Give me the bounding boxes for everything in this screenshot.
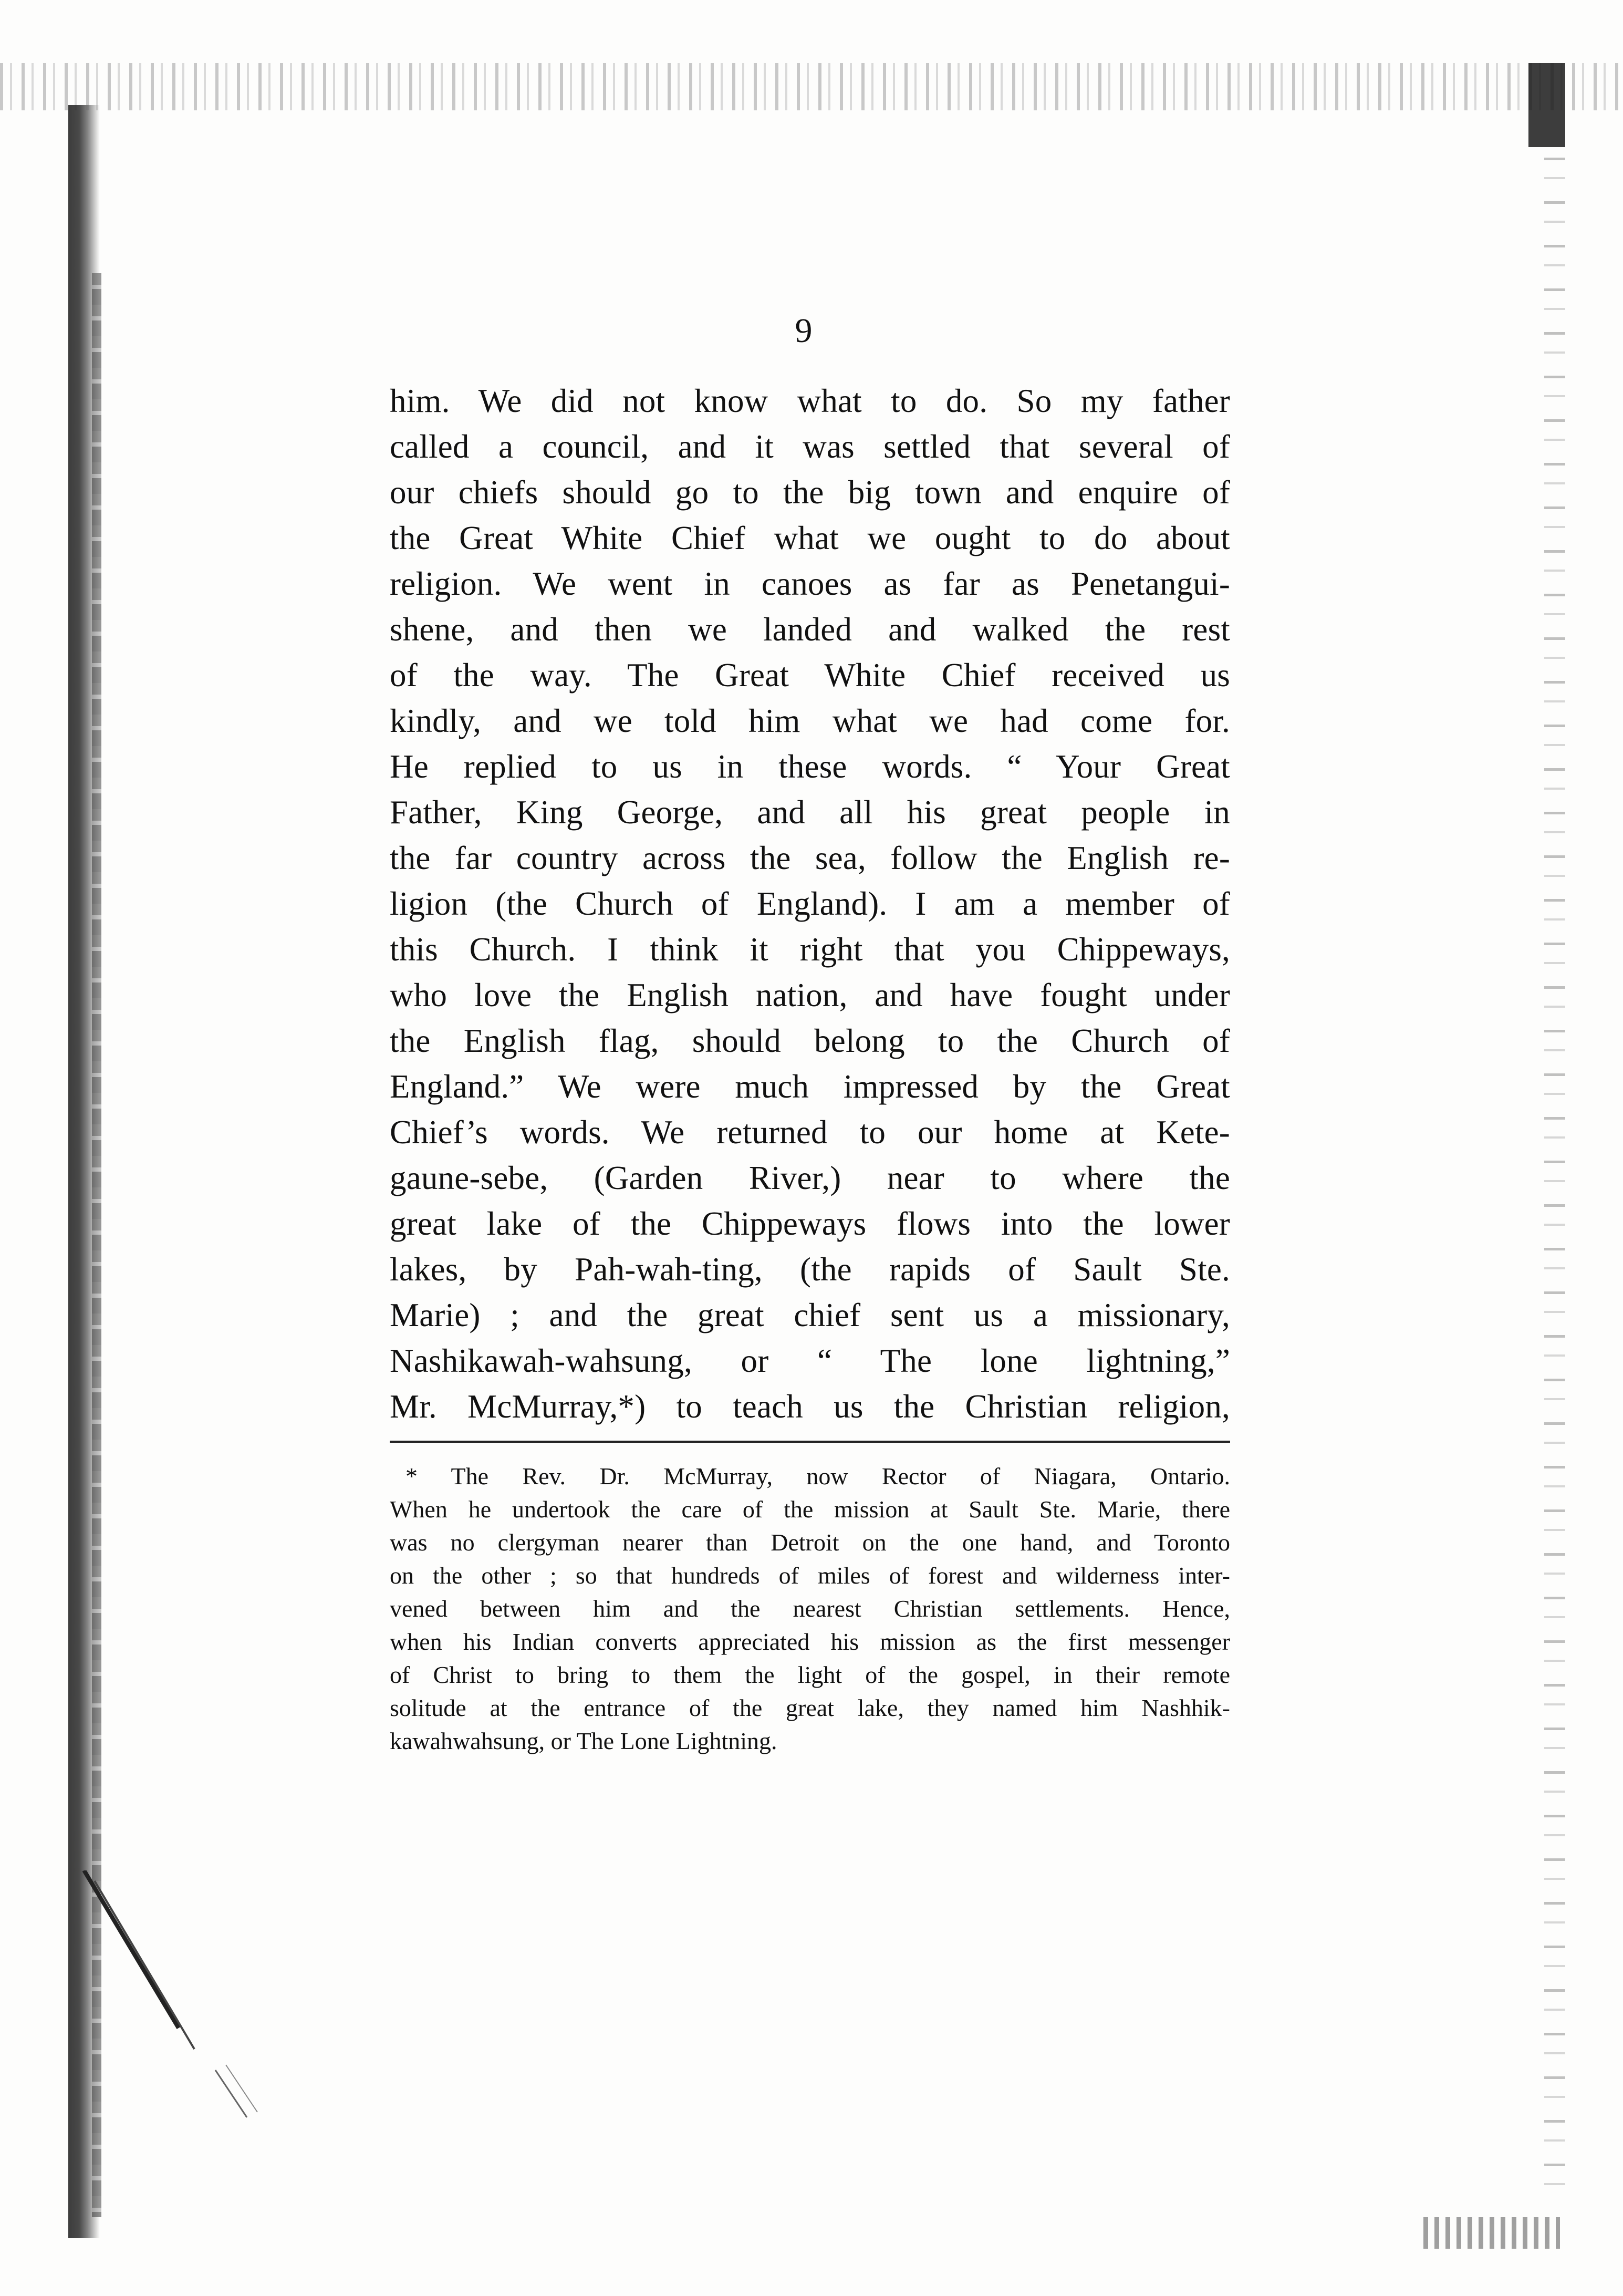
footnote-divider <box>390 1441 1230 1443</box>
body-line: our chiefs should go to the big town and enquire of <box>390 474 1230 511</box>
body-line: He replied to us in these words. “ Your Great <box>390 748 1230 785</box>
body-line: religion. We went in canoes as far as Penetangui- <box>390 565 1230 602</box>
footnote-line: * The Rev. Dr. McMurray, now Rector of Niagara, Ontario. <box>405 1463 1230 1490</box>
scan-top-edge-speckle <box>0 63 1623 110</box>
footnote-line: solitude at the entrance of the great lake, they named him Nashhik- <box>390 1694 1230 1721</box>
body-line: called a council, and it was settled that several of <box>390 428 1230 465</box>
body-line: Nashikawah-wahsung, or “ The lone lightning,” <box>390 1342 1230 1379</box>
body-line: Father, King George, and all his great people in <box>390 794 1230 831</box>
body-line: the Great White Chief what we ought to do about <box>390 520 1230 556</box>
body-line: the far country across the sea, follow the English re- <box>390 840 1230 876</box>
scan-bottom-right-speckle <box>1423 2217 1560 2249</box>
body-line: this Church. I think it right that you Chippeways, <box>390 931 1230 968</box>
footnote-line: When he undertook the care of the mission at Sault Ste. Marie, there <box>390 1496 1230 1523</box>
scan-right-edge-speckle <box>1544 158 1565 2207</box>
body-text <box>390 378 1230 1430</box>
scan-top-right-shadow <box>1528 63 1565 147</box>
body-line: the English flag, should belong to the Church of <box>390 1022 1230 1059</box>
body-line: Mr. McMurray,*) to teach us the Christian religion, <box>390 1388 1230 1425</box>
body-line: of the way. The Great White Chief received us <box>390 657 1230 694</box>
body-line: Marie) ; and the great chief sent us a missionary, <box>390 1297 1230 1333</box>
footnote-line: kawahwahsung, or The Lone Lightning. <box>390 1728 777 1754</box>
body-line: great lake of the Chippeways flows into the lower <box>390 1205 1230 1242</box>
footnote-line: on the other ; so that hundreds of miles of forest and wilderness inter- <box>390 1562 1230 1589</box>
body-line: Chief’s words. We returned to our home at Kete- <box>390 1114 1230 1151</box>
footnote-line: of Christ to bring to them the light of the gospel, in their remote <box>390 1661 1230 1688</box>
body-line: England.” We were much impressed by the Great <box>390 1068 1230 1105</box>
body-line: gaune-sebe, (Garden River,) near to where the <box>390 1160 1230 1196</box>
footnote <box>390 1460 1230 1757</box>
body-line: ligion (the Church of England). I am a member of <box>390 885 1230 922</box>
footnote-line: was no clergyman nearer than Detroit on the one hand, and Toronto <box>390 1529 1230 1556</box>
body-line: shene, and then we landed and walked the rest <box>390 611 1230 648</box>
footnote-line: vened between him and the nearest Christian settlements. Hence, <box>390 1595 1230 1622</box>
page-number: 9 <box>795 312 813 350</box>
body-line: him. We did not know what to do. So my father <box>390 382 1230 419</box>
scan-page-curl-lines <box>74 1870 273 2133</box>
footnote-line: when his Indian converts appreciated his mission as the first messenger <box>390 1628 1230 1655</box>
body-line: lakes, by Pah-wah-ting, (the rapids of Sault Ste. <box>390 1251 1230 1288</box>
body-line: kindly, and we told him what we had come for. <box>390 702 1230 739</box>
body-line: who love the English nation, and have fought under <box>390 977 1230 1013</box>
